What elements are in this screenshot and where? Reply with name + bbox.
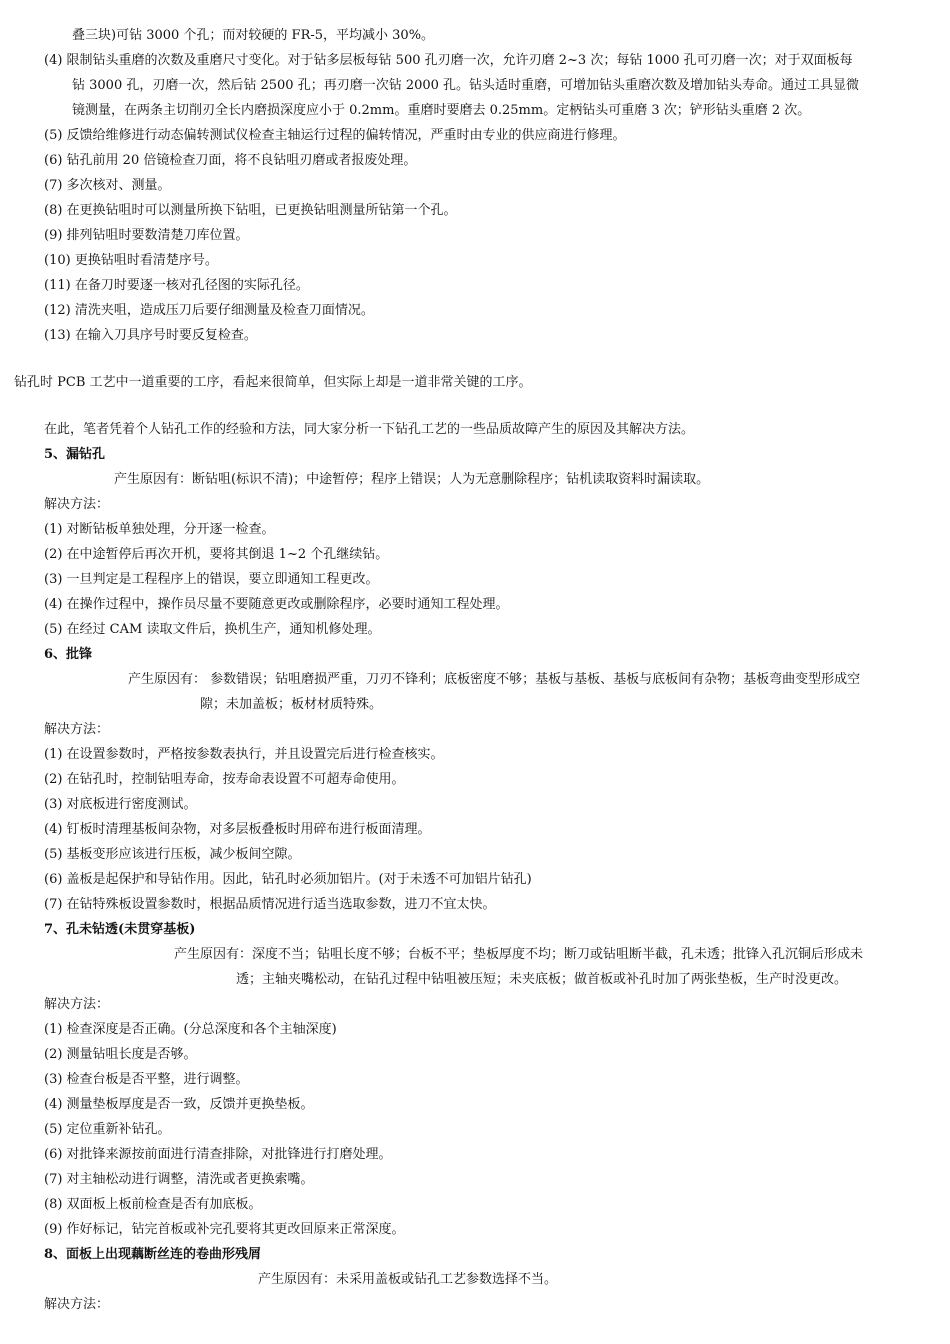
solution-label: 解决方法：: [44, 1297, 110, 1312]
list-item: (2) 在中途暂停后再次开机，要将其倒退 1~2 个孔继续钻。: [44, 547, 389, 562]
list-item: (10) 更换钻咀时看清楚序号。: [44, 253, 218, 268]
list-item: (7) 多次核对、测量。: [44, 178, 171, 193]
list-item: (1) 对断钻板单独处理，分开逐一检查。: [44, 522, 275, 537]
list-item: (11) 在备刀时要逐一核对孔径图的实际孔径。: [44, 278, 309, 293]
section-heading: 7、孔未钻透(未贯穿基板): [44, 922, 196, 937]
list-item: (9) 作好标记，钻完首板或补完孔要将其更改回原来正常深度。: [44, 1222, 405, 1237]
section-heading: 8、面板上出现藕断丝连的卷曲形残屑: [44, 1247, 262, 1262]
list-item: (3) 一旦判定是工程程序上的错误，要立即通知工程更改。: [44, 572, 379, 587]
intro-paragraph: 在此，笔者凭着个人钻孔工作的经验和方法，同大家分析一下钻孔工艺的一些品质故障产生的原因及其解决方法。: [44, 422, 695, 437]
section-heading: 6、批锋: [44, 647, 93, 662]
paragraph-continuation: 叠三块)可钻 3000 个孔；而对较硬的 FR-5，平均减小 30%。: [72, 28, 435, 43]
list-item: (4) 钉板时清理基板间杂物，对多层板叠板时用碎布进行板面清理。: [44, 822, 431, 837]
list-item: (6) 对批锋来源按前面进行清查排除，对批锋进行打磨处理。: [44, 1147, 392, 1162]
list-item: (7) 对主轴松动进行调整，清洗或者更换索嘴。: [44, 1172, 314, 1187]
cause-text: 产生原因有： 参数错误；钻咀磨损严重，刀刃不锋利；底板密度不够；基板与基板、基板与底板间有杂物；基板弯曲变型形成空: [128, 672, 861, 687]
list-item: (3) 对底板进行密度测试。: [44, 797, 197, 812]
list-item: (5) 基板变形应该进行压板，减少板间空隙。: [44, 847, 301, 862]
list-item: (4) 限制钻头重磨的次数及重磨尺寸变化。对于钻多层板每钻 500 孔刃磨一次，允许刃磨 2~3 次；每钻 1000 孔可刃磨一次；对于双面板每: [44, 53, 853, 68]
cause-text: 产生原因有：断钻咀(标识不清)；中途暂停；程序上错误；人为无意删除程序；钻机读取资料时漏读取。: [114, 472, 710, 487]
section-heading: 5、漏钻孔: [44, 447, 106, 462]
list-item: (4) 测量垫板厚度是否一致，反馈并更换垫板。: [44, 1097, 314, 1112]
solution-label: 解决方法：: [44, 722, 110, 737]
list-item: (5) 定位重新补钻孔。: [44, 1122, 171, 1137]
solution-label: 解决方法：: [44, 497, 110, 512]
list-item-continuation: 镜测量，在两条主切削刃全长内磨损深度应小于 0.2mm。重磨时要磨去 0.25mm。定柄钻头可重磨 3 次；铲形钻头重磨 2 次。: [72, 103, 811, 118]
list-item: (1) 检查深度是否正确。(分总深度和各个主轴深度): [44, 1022, 337, 1037]
solution-label: 解决方法：: [44, 997, 110, 1012]
list-item: (3) 检查台板是否平整，进行调整。: [44, 1072, 249, 1087]
list-item: (7) 在钻特殊板设置参数时，根据品质情况进行适当选取参数，进刀不宜太快。: [44, 897, 496, 912]
list-item: (4) 在操作过程中，操作员尽量不要随意更改或删除程序，必要时通知工程处理。: [44, 597, 509, 612]
cause-text-continuation: 隙；未加盖板；板材材质特殊。: [200, 697, 383, 712]
cause-text-continuation: 透；主轴夹嘴松动，在钻孔过程中钻咀被压短；未夹底板；做首板或补孔时加了两张垫板，生产时没更改。: [236, 972, 848, 987]
list-item: (2) 测量钻咀长度是否够。: [44, 1047, 197, 1062]
intro-paragraph: 钻孔时 PCB 工艺中一道重要的工序，看起来很简单，但实际上却是一道非常关键的工序。: [14, 375, 532, 390]
list-item-continuation: 钻 3000 孔，刃磨一次，然后钻 2500 孔；再刃磨一次钻 2000 孔。钻头适时重磨，可增加钻头重磨次数及增加钻头寿命。通过工具显微: [72, 78, 860, 93]
list-item: (2) 在钻孔时，控制钻咀寿命，按寿命表设置不可超寿命使用。: [44, 772, 405, 787]
list-item: (5) 反馈给维修进行动态偏转测试仪检查主轴运行过程的偏转情况，严重时由专业的供应商进行修理。: [44, 128, 626, 143]
list-item: (8) 在更换钻咀时可以测量所换下钻咀，已更换钻咀测量所钻第一个孔。: [44, 203, 457, 218]
list-item: (5) 在经过 CAM 读取文件后，换机生产，通知机修处理。: [44, 622, 381, 637]
list-item: (6) 盖板是起保护和导钻作用。因此，钻孔时必须加铝片。(对于未透不可加铝片钻孔): [44, 872, 532, 887]
list-item: (6) 钻孔前用 20 倍镜检查刀面，将不良钻咀刃磨或者报废处理。: [44, 153, 417, 168]
cause-text: 产生原因有：深度不当；钻咀长度不够；台板不平；垫板厚度不均；断刀或钻咀断半截，孔未透；批锋入孔沉铜后形成未: [174, 947, 864, 962]
list-item: (1) 在设置参数时，严格按参数表执行，并且设置完后进行检查核实。: [44, 747, 444, 762]
cause-text: 产生原因有：未采用盖板或钻孔工艺参数选择不当。: [258, 1272, 558, 1287]
list-item: (13) 在输入刀具序号时要反复检查。: [44, 328, 257, 343]
list-item: (8) 双面板上板前检查是否有加底板。: [44, 1197, 262, 1212]
list-item: (12) 清洗夹咀，造成压刀后要仔细测量及检查刀面情况。: [44, 303, 374, 318]
list-item: (9) 排列钻咀时要数清楚刀库位置。: [44, 228, 249, 243]
